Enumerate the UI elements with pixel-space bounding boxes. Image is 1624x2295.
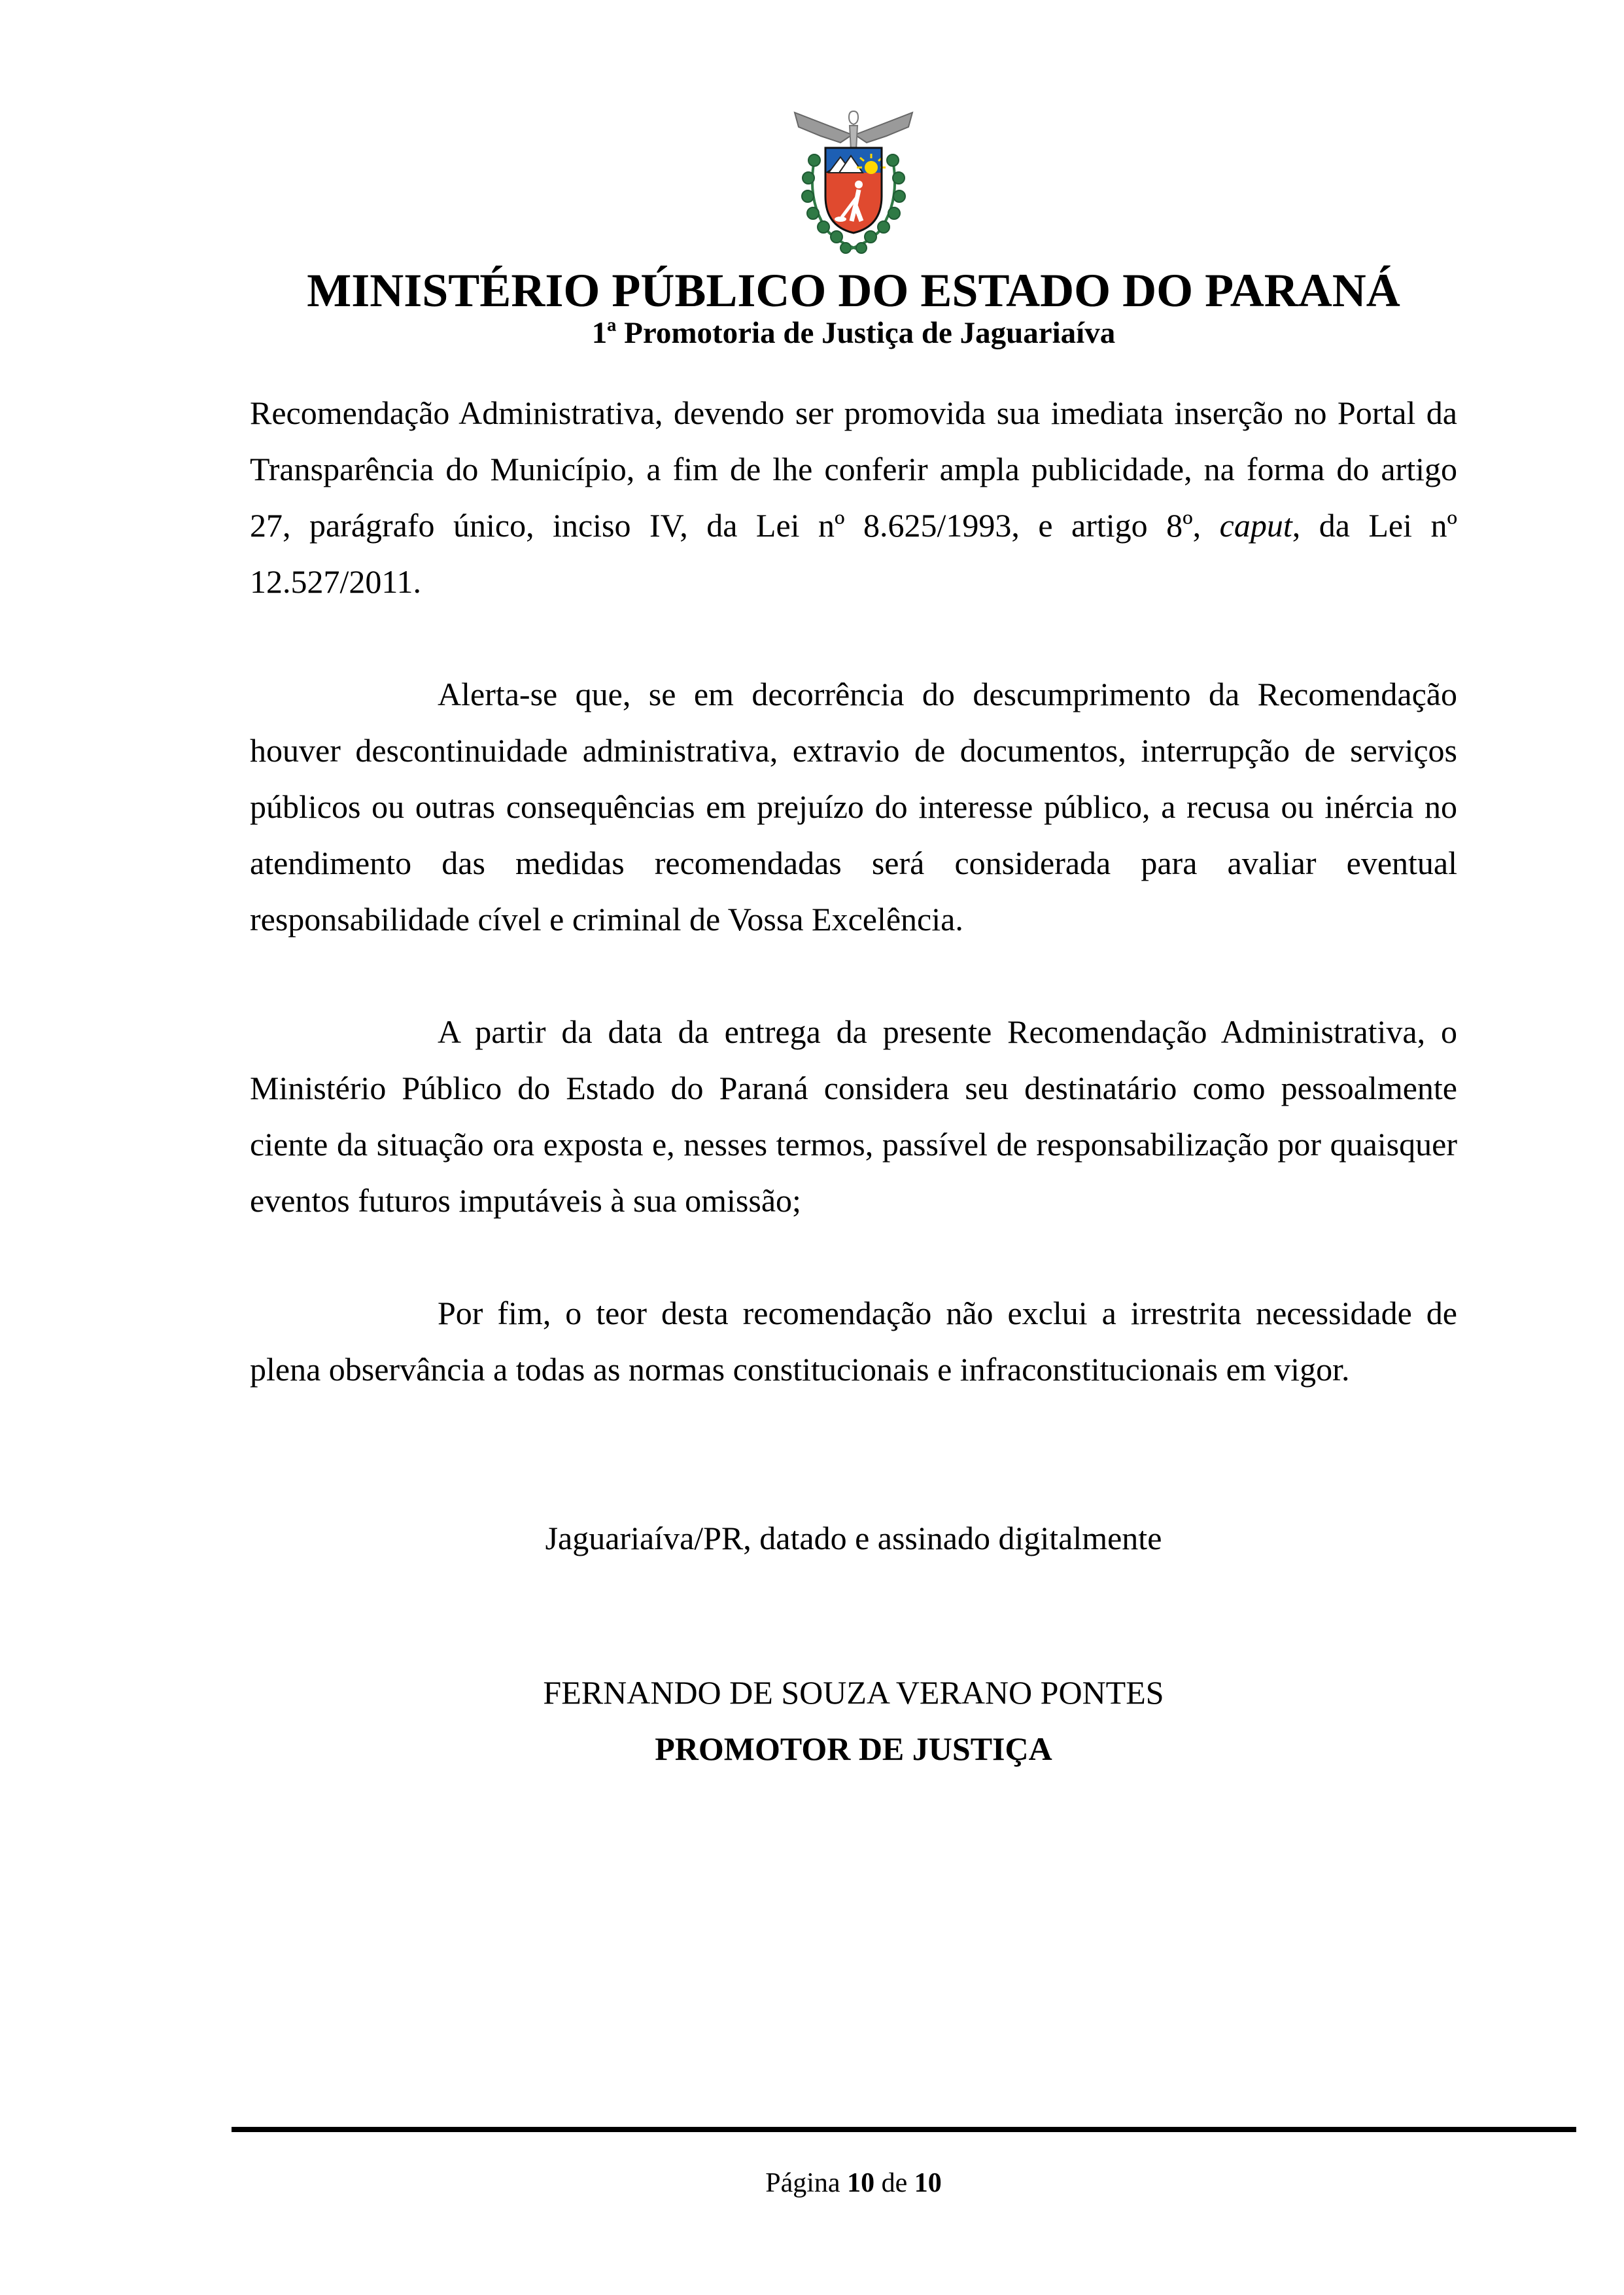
page-number — [250, 2167, 1457, 2199]
org-title: MINISTÉRIO PÚBLICO DO ESTADO DO PARANÁ — [307, 264, 1400, 317]
page-of-label: de — [874, 2168, 914, 2198]
signer-role: PROMOTOR DE JUSTIÇA — [655, 1730, 1052, 1767]
paragraph-text: Por fim, o teor desta recomendação não exclui a irrestrita necessidade de plena observância a todas as normas constitucionais e infraconstitucionais em vigor. — [250, 1295, 1457, 1388]
dateline: Jaguariaíva/PR, datado e assinado digitalmente — [545, 1520, 1162, 1556]
signer-name: FERNANDO DE SOUZA VERANO PONTES — [543, 1674, 1164, 1711]
shield-icon — [825, 148, 886, 233]
page-label: Página — [765, 2168, 848, 2198]
paragraph-text: A partir da data da entrega da presente Recomendação Administrativa, o Ministério Público do Estado do Paraná considera seu destinatário como pessoalmente ciente da situação ora exposta e, nesses termos, passível de responsabilização por quaisquer eventos futuros imputáveis à sua omissão; — [250, 1013, 1457, 1219]
paragraph-final-observance — [250, 1285, 1457, 1397]
paragraph-text-italic: caput — [1219, 507, 1292, 544]
footer-divider — [232, 2127, 1576, 2132]
paragraph-warning-liability — [250, 666, 1457, 947]
org-subtitle: 1ª Promotoria de Justiça de Jaguariaíva — [591, 316, 1116, 350]
paragraph-publicity-requirement — [250, 385, 1457, 610]
page-total: 10 — [914, 2168, 942, 2198]
paragraph-text: Alerta-se que, se em decorrência do descumprimento da Recomendação houver descontinuidade administrativa, extravio de documentos, interrupção de serviços públicos ou outras consequências em prejuízo do interesse público, a recusa ou inércia no atendimento das medidas recomendadas será considerada para avaliar eventual responsabilidade cível e criminal de Vossa Excelência. — [250, 676, 1457, 937]
eagle-icon — [795, 111, 912, 150]
paragraph-text: , da Lei nº 12.527/2011. — [250, 507, 1457, 600]
parana-coat-of-arms-icon — [788, 98, 919, 262]
document-content — [250, 0, 1457, 1777]
page-current: 10 — [847, 2168, 875, 2198]
paragraph-personal-awareness — [250, 1004, 1457, 1229]
paragraph-text: Recomendação Administrativa, devendo ser promovida sua imediata inserção no Portal da Transparência do Município, a fim de lhe conferir ampla publicidade, na forma do artigo 27, parágrafo único, inciso IV, da Lei nº 8.625/1993, e artigo 8º, — [250, 394, 1457, 544]
